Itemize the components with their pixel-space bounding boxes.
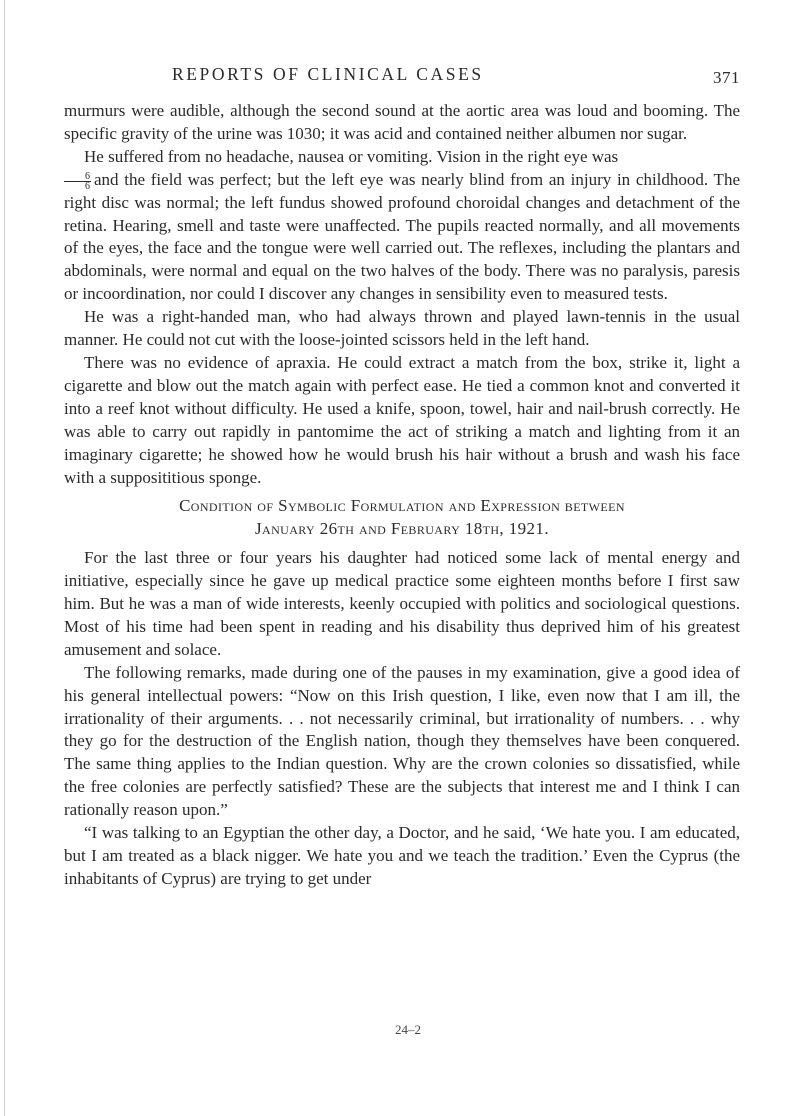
body-text: [64, 100, 740, 891]
page-edge-line: [4, 0, 5, 1116]
section-heading: [64, 495, 740, 541]
printer-signature-mark: 24–2: [395, 1022, 421, 1037]
paragraph-4: There was no evidence of apraxia. He could extract a match from the box, strike it, light a cigarette and blow out the match again with perfect ease. He tied a common knot and converted it into a reef knot without difficulty. He used a knife, spoon, towel, hair and nail-brush correctly. He was able to carry out rapidly in pantomime the act of striking a match and lighting from it an imaginary cigarette; he showed how he would brush his hair without a brush and wash his face with a supposititious sponge.: [64, 352, 740, 487]
section-heading-line-1: Condition of Symbolic Formulation and Expression between: [179, 496, 625, 516]
paragraph-1: murmurs were audible, although the second sound at the aortic area was loud and booming. The specific gravity of the urine was 1030; it was acid and contained neither albumen nor sugar.: [64, 101, 740, 143]
page-number: 371: [713, 68, 740, 87]
paragraph-6: The following remarks, made during one of the pauses in my examination, give a good idea of his general intellectual powers: “Now on this Irish question, I like, even now that I am ill, the irrationality of their arguments. . . not necessarily criminal, but irrationality of numbers. . . why they go for the destruction of the English nation, though they themselves have been conquered. The same thing applies to the Indian question. Why are the crown colonies so dissatisfied, while the free colonies are perfectly satisfied? These are the subjects that interest me and I think I can rationally reason upon.”: [64, 662, 740, 820]
paragraph-5: For the last three or four years his daughter had noticed some lack of mental energy and initiative, especially since he gave up medical practice some eighteen months before I first saw him. But he was a man of wide interests, keenly occupied with politics and sociological questions. Most of his time had been spent in reading and his disability thus deprived him of his greatest amusement and solace.: [64, 548, 740, 659]
section-heading-line-2: January 26th and February 18th, 1921.: [255, 519, 549, 539]
fraction-numerator: 6: [64, 172, 91, 182]
running-title: REPORTS OF CLINICAL CASES: [172, 64, 484, 84]
paragraph-2-rest: and the field was perfect; but the left eye was nearly blind from an injury in childhood. The right disc was normal; the left fundus showed profound choroidal changes and detachment of the retina. Hearing, smell and taste were unaffected. The pupils reacted normally, and all movements of the eyes, the face and the tongue were well carried out. The reflexes, including the plantars and abdominals, were normal and equal on the two halves of the body. There was no paralysis, paresis or incoordination, nor could I discover any changes in sensibility even to measured tests.: [64, 169, 740, 304]
fraction-denominator: 6: [85, 180, 90, 192]
running-header: [64, 60, 740, 96]
book-page: [64, 60, 740, 891]
paragraph-2: [64, 146, 740, 306]
paragraph-2-start: He suffered from no headache, nausea or vomiting. Vision in the right eye was: [84, 146, 619, 166]
paragraph-7: “I was talking to an Egyptian the other day, a Doctor, and he said, ‘We hate you. I am educated, but I am treated as a black nigger. We hate you and we teach the tradition.’ Even the Cyprus (the inhabitants of Cyprus) are trying to get under: [64, 823, 740, 888]
vision-fraction: [64, 172, 91, 191]
paragraph-3: He was a right-handed man, who had always thrown and played lawn-tennis in the usual manner. He could not cut with the loose-jointed scissors held in the left hand.: [64, 307, 740, 350]
